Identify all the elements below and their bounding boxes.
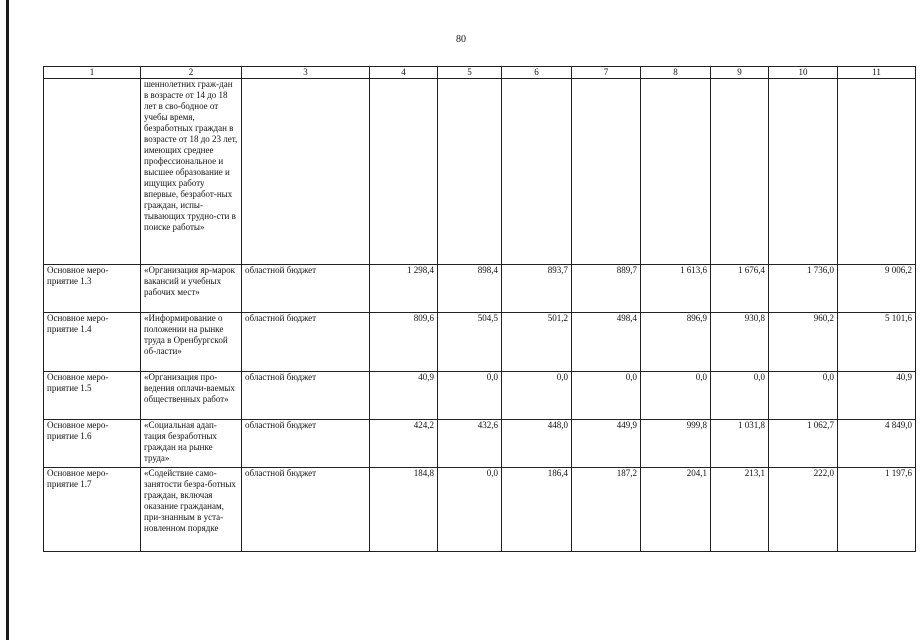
column-header: 11 — [838, 67, 916, 79]
description-cell: «Информирование о положении на рынке труда в Оренбургской об-ласти» — [141, 313, 242, 372]
value-cell: 187,2 — [572, 468, 641, 552]
column-header: 8 — [641, 67, 711, 79]
value-cell — [769, 79, 838, 265]
value-cell: 1 676,4 — [711, 265, 769, 313]
value-cell: 809,6 — [370, 313, 438, 372]
column-header: 1 — [44, 67, 141, 79]
source-cell: областной бюджет — [242, 265, 370, 313]
value-cell: 1 298,4 — [370, 265, 438, 313]
activity-cell: Основное меро-приятие 1.5 — [44, 372, 141, 420]
value-cell: 0,0 — [438, 468, 502, 552]
value-cell: 0,0 — [502, 372, 572, 420]
value-cell: 930,8 — [711, 313, 769, 372]
total-cell: 1 197,6 — [838, 468, 916, 552]
value-cell: 449,9 — [572, 420, 641, 468]
page-number: 80 — [456, 34, 466, 45]
activity-cell: Основное меро-приятие 1.6 — [44, 420, 141, 468]
value-cell: 504,5 — [438, 313, 502, 372]
value-cell: 40,9 — [370, 372, 438, 420]
value-cell: 898,4 — [438, 265, 502, 313]
value-cell: 424,2 — [370, 420, 438, 468]
value-cell: 0,0 — [572, 372, 641, 420]
value-cell: 0,0 — [641, 372, 711, 420]
source-cell — [242, 79, 370, 265]
column-header: 4 — [370, 67, 438, 79]
description-cell: «Социальная адап-тация безработных граждан на рынке труда» — [141, 420, 242, 468]
value-cell: 432,6 — [438, 420, 502, 468]
value-cell: 1 031,8 — [711, 420, 769, 468]
value-cell — [641, 79, 711, 265]
activity-cell: Основное меро-приятие 1.7 — [44, 468, 141, 552]
value-cell: 0,0 — [438, 372, 502, 420]
value-cell: 1 062,7 — [769, 420, 838, 468]
value-cell: 498,4 — [572, 313, 641, 372]
description-cell: «Содействие само-занятости безра-ботных граждан, включая оказание гражданам, при-знанным в уста-новленном порядке — [141, 468, 242, 552]
table-row — [44, 372, 916, 420]
value-cell: 0,0 — [769, 372, 838, 420]
activity-cell — [44, 79, 141, 265]
value-cell: 222,0 — [769, 468, 838, 552]
value-cell: 186,4 — [502, 468, 572, 552]
value-cell: 960,2 — [769, 313, 838, 372]
source-cell: областной бюджет — [242, 468, 370, 552]
value-cell — [370, 79, 438, 265]
column-header: 7 — [572, 67, 641, 79]
value-cell — [502, 79, 572, 265]
source-cell: областной бюджет — [242, 372, 370, 420]
value-cell: 1 736,0 — [769, 265, 838, 313]
value-cell: 0,0 — [711, 372, 769, 420]
total-cell: 9 006,2 — [838, 265, 916, 313]
activity-cell: Основное меро-приятие 1.4 — [44, 313, 141, 372]
value-cell: 213,1 — [711, 468, 769, 552]
description-cell: шеннолетних граж-дан в возрасте от 14 до 18 лет в сво-бодное от учебы время, безработных граждан в возрасте от 18 до 23 лет, имеющих среднее профессиональное и высшее образование и ищущих работу впервые, безработ-ных граждан, испы-тывающих трудно-сти в поиске работы» — [141, 79, 242, 265]
value-cell — [572, 79, 641, 265]
column-header: 3 — [242, 67, 370, 79]
table-row — [44, 468, 916, 552]
value-cell: 204,1 — [641, 468, 711, 552]
value-cell — [438, 79, 502, 265]
description-cell: «Организация яр-марок вакансий и учебных рабочих мест» — [141, 265, 242, 313]
column-header: 2 — [141, 67, 242, 79]
page-edge-bar — [6, 0, 9, 640]
source-cell: областной бюджет — [242, 420, 370, 468]
table-row — [44, 265, 916, 313]
source-cell: областной бюджет — [242, 313, 370, 372]
table-row — [44, 420, 916, 468]
value-cell: 893,7 — [502, 265, 572, 313]
activity-cell: Основное меро-приятие 1.3 — [44, 265, 141, 313]
budget-table — [43, 66, 916, 552]
value-cell: 184,8 — [370, 468, 438, 552]
column-header: 6 — [502, 67, 572, 79]
total-cell: 4 849,0 — [838, 420, 916, 468]
table-row — [44, 79, 916, 265]
column-header: 9 — [711, 67, 769, 79]
column-header: 5 — [438, 67, 502, 79]
description-cell: «Организация про-ведения оплачи-ваемых общественных работ» — [141, 372, 242, 420]
value-cell: 896,9 — [641, 313, 711, 372]
table-row — [44, 313, 916, 372]
value-cell: 1 613,6 — [641, 265, 711, 313]
column-header: 10 — [769, 67, 838, 79]
value-cell — [711, 79, 769, 265]
value-cell: 889,7 — [572, 265, 641, 313]
value-cell: 501,2 — [502, 313, 572, 372]
value-cell: 999,8 — [641, 420, 711, 468]
total-cell — [838, 79, 916, 265]
total-cell: 40,9 — [838, 372, 916, 420]
value-cell: 448,0 — [502, 420, 572, 468]
header-row — [44, 67, 916, 79]
total-cell: 5 101,6 — [838, 313, 916, 372]
